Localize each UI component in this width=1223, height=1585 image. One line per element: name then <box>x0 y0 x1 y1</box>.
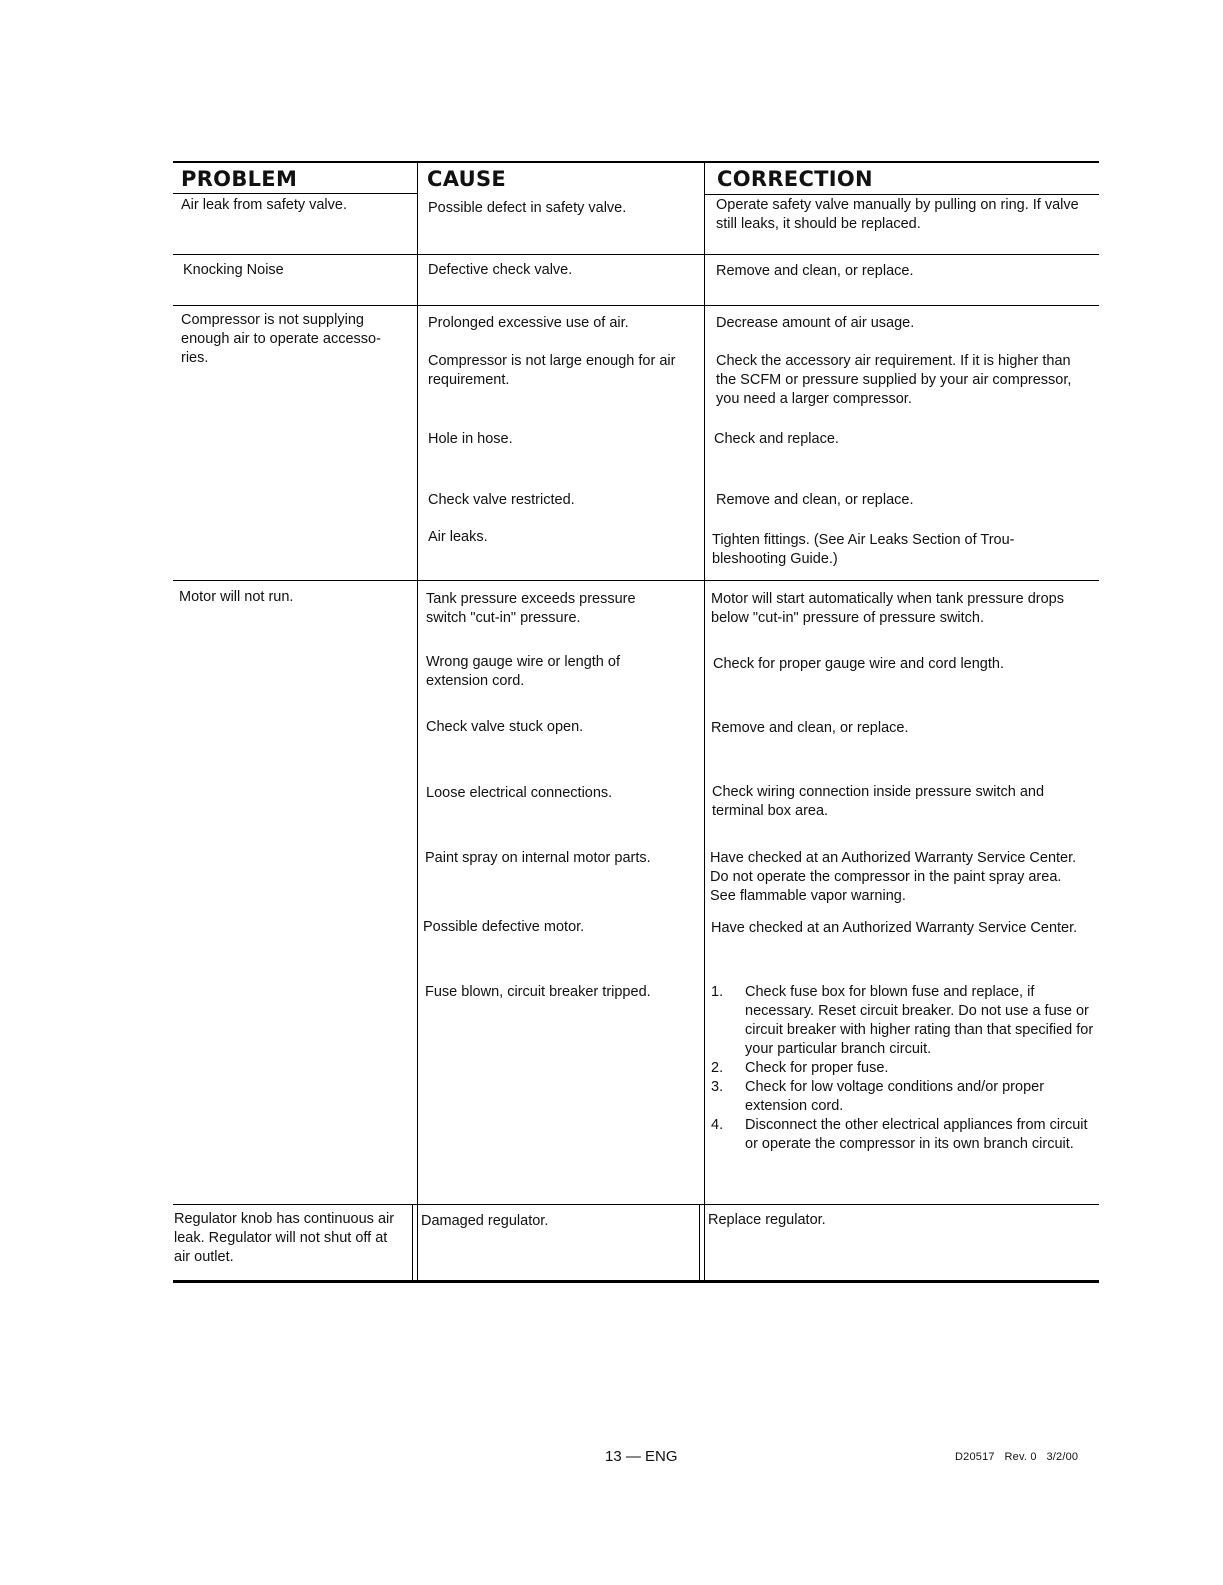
correction-cell: Decrease amount of air usage. <box>716 315 915 331</box>
step-text: Check for proper fuse. <box>745 1060 889 1076</box>
row-divider <box>173 254 1099 255</box>
header-underline <box>173 193 418 194</box>
step-number: 3. <box>711 1079 724 1095</box>
column-divider <box>417 161 418 1281</box>
column-divider <box>704 161 705 1281</box>
problem-cell: Air leak from safety valve. <box>181 197 347 213</box>
header-underline <box>705 194 1099 195</box>
correction-cell: Check the accessory air requirement. If it is higher than the SCFM or pressure supplied by your air compressor, you need a larger compressor. <box>716 353 1072 407</box>
row-divider <box>173 1204 1099 1205</box>
step-number: 2. <box>711 1060 724 1076</box>
cause-cell: Defective check valve. <box>428 262 573 278</box>
column-divider <box>699 1204 700 1280</box>
step-text: Disconnect the other electrical appliances from circuit or operate the compressor in its own branch circuit. <box>745 1117 1088 1152</box>
cause-cell: Damaged regulator. <box>421 1213 549 1229</box>
cause-cell: Possible defective motor. <box>423 919 585 935</box>
step-number: 4. <box>711 1117 724 1133</box>
cause-cell: Hole in hose. <box>428 431 513 447</box>
header-rule <box>173 161 1099 163</box>
problem-cell: Compressor is not supplying enough air to operate accesso-ries. <box>181 312 381 366</box>
cause-cell: Tank pressure exceeds pressure switch "cut-in" pressure. <box>426 591 636 626</box>
list-item <box>711 1059 1103 1078</box>
cause-cell: Loose electrical connections. <box>426 785 613 801</box>
column-divider <box>412 1204 413 1280</box>
correction-cell: Remove and clean, or replace. <box>716 263 914 279</box>
problem-cell: Knocking Noise <box>183 262 284 278</box>
list-item <box>711 1078 1103 1116</box>
problem-cell: Regulator knob has continuous air leak. Regulator will not shut off at air outlet. <box>174 1211 395 1265</box>
row-divider <box>173 305 1099 306</box>
correction-cell: Remove and clean, or replace. <box>711 720 909 736</box>
correction-cell: Tighten fittings. (See Air Leaks Section of Trou-bleshooting Guide.) <box>712 532 1015 567</box>
cause-cell: Compressor is not large enough for air requirement. <box>428 353 676 388</box>
correction-cell: Check for proper gauge wire and cord length. <box>713 656 1004 672</box>
correction-steps-list <box>711 983 1103 1154</box>
correction-cell: Have checked at an Authorized Warranty Service Center. <box>711 920 1078 936</box>
correction-cell: Check and replace. <box>714 431 839 447</box>
correction-cell: Remove and clean, or replace. <box>716 492 914 508</box>
list-item <box>711 983 1103 1059</box>
step-text: Check for low voltage conditions and/or proper extension cord. <box>745 1079 1045 1114</box>
correction-cell: Motor will start automatically when tank pressure drops below "cut-in" pressure of pressure switch. <box>711 591 1064 626</box>
cause-cell: Air leaks. <box>428 529 488 545</box>
cause-cell: Wrong gauge wire or length of extension cord. <box>426 654 620 689</box>
row-divider <box>173 580 1099 581</box>
list-item <box>711 1116 1103 1154</box>
correction-cell: Have checked at an Authorized Warranty Service Center. Do not operate the compressor in the paint spray area. See flammable vapor warning. <box>710 850 1077 904</box>
correction-cell: Replace regulator. <box>708 1212 826 1228</box>
document-revision: D20517 Rev. 0 3/2/00 <box>955 1451 1079 1463</box>
page-number: 13 — ENG <box>605 1448 678 1465</box>
step-text: Check fuse box for blown fuse and replace, if necessary. Reset circuit breaker. Do not use a fuse or circuit breaker with higher rating than that specified for your particular branch circuit. <box>745 984 1094 1057</box>
table-bottom-rule <box>173 1280 1099 1283</box>
cause-cell: Fuse blown, circuit breaker tripped. <box>425 984 651 1000</box>
step-number: 1. <box>711 984 724 1000</box>
problem-cell: Motor will not run. <box>179 589 294 605</box>
cause-cell: Check valve stuck open. <box>426 719 584 735</box>
cause-cell: Paint spray on internal motor parts. <box>425 850 651 866</box>
cause-cell: Prolonged excessive use of air. <box>428 315 629 331</box>
header-cause: CAUSE <box>427 167 507 191</box>
correction-cell: Check wiring connection inside pressure switch and terminal box area. <box>712 784 1045 819</box>
header-correction: CORRECTION <box>717 167 873 191</box>
correction-cell: Operate safety valve manually by pulling on ring. If valve still leaks, it should be replaced. <box>716 197 1079 232</box>
header-problem: PROBLEM <box>181 167 298 191</box>
cause-cell: Possible defect in safety valve. <box>428 200 627 216</box>
cause-cell: Check valve restricted. <box>428 492 575 508</box>
